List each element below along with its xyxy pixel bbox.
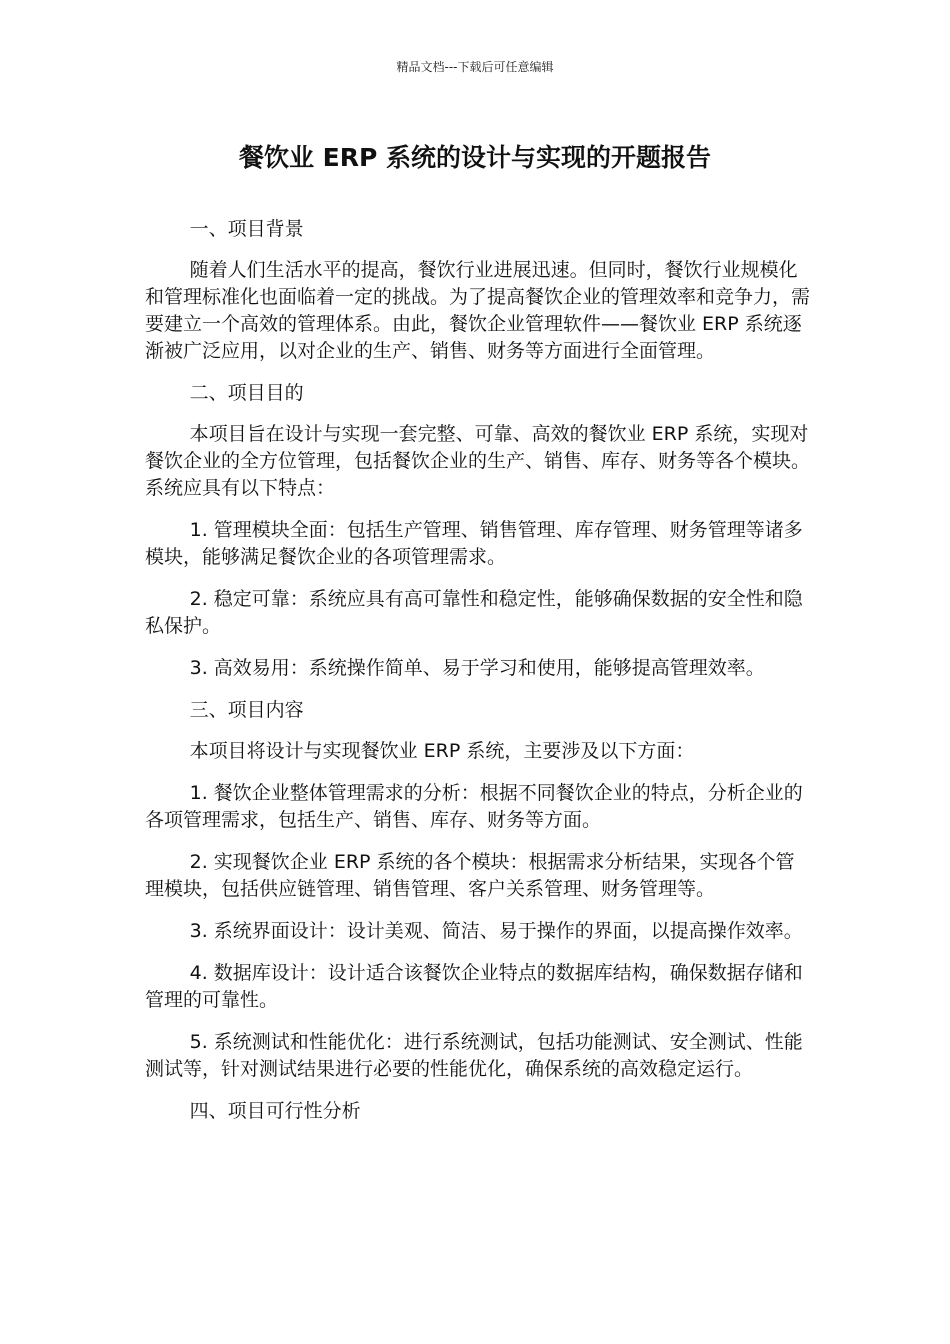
list-item-purpose-2: 2. 稳定可靠：系统应具有高可靠性和稳定性，能够确保数据的安全性和隐私保护。 <box>145 588 803 637</box>
list-item-purpose-1: 1. 管理模块全面：包括生产管理、销售管理、库存管理、财务管理等诸多模块，能够满足餐饮企业的各项管理需求。 <box>145 519 803 568</box>
list-item-content-1: 1. 餐饮企业整体管理需求的分析：根据不同餐饮企业的特点，分析企业的各项管理需求，包括生产、销售、库存、财务等方面。 <box>145 782 803 831</box>
document-body <box>145 216 813 1139</box>
paragraph-background: 随着人们生活水平的提高，餐饮行业进展迅速。但同时，餐饮行业规模化和管理标准化也面临着一定的挑战。为了提高餐饮企业的管理效率和竞争力，需要建立一个高效的管理体系。由此，餐饮企业管理软件——餐饮业 ERP 系统逐渐被广泛应用，以对企业的生产、销售、财务等方面进行全面管理。 <box>145 259 811 362</box>
section-heading-feasibility: 四、项目可行性分析 <box>189 1100 361 1122</box>
list-item-content-3: 3. 系统界面设计：设计美观、简洁、易于操作的界面，以提高操作效率。 <box>189 920 803 942</box>
section-heading-background: 一、项目背景 <box>189 218 304 240</box>
list-item-content-2: 2. 实现餐饮企业 ERP 系统的各个模块：根据需求分析结果，实现各个管理模块，包括供应链管理、销售管理、客户关系管理、财务管理等。 <box>145 851 795 900</box>
paragraph-purpose: 本项目旨在设计与实现一套完整、可靠、高效的餐饮业 ERP 系统，实现对餐饮企业的全方位管理，包括餐饮企业的生产、销售、库存、财务等各个模块。系统应具有以下特点： <box>145 423 811 499</box>
list-item-content-4: 4. 数据库设计：设计适合该餐饮企业特点的数据库结构，确保数据存储和管理的可靠性。 <box>145 962 803 1011</box>
paragraph-content-intro: 本项目将设计与实现餐饮业 ERP 系统，主要涉及以下方面： <box>189 740 695 762</box>
page-header-note: 精品文档---下载后可任意编辑 <box>396 60 554 74</box>
list-item-purpose-3: 3. 高效易用：系统操作简单、易于学习和使用，能够提高管理效率。 <box>189 657 765 679</box>
document-title: 餐饮业 ERP 系统的设计与实现的开题报告 <box>238 143 712 172</box>
section-heading-content: 三、项目内容 <box>189 699 304 721</box>
list-item-content-5: 5. 系统测试和性能优化：进行系统测试，包括功能测试、安全测试、性能测试等，针对测试结果进行必要的性能优化，确保系统的高效稳定运行。 <box>145 1031 803 1080</box>
section-heading-purpose: 二、项目目的 <box>189 382 304 404</box>
